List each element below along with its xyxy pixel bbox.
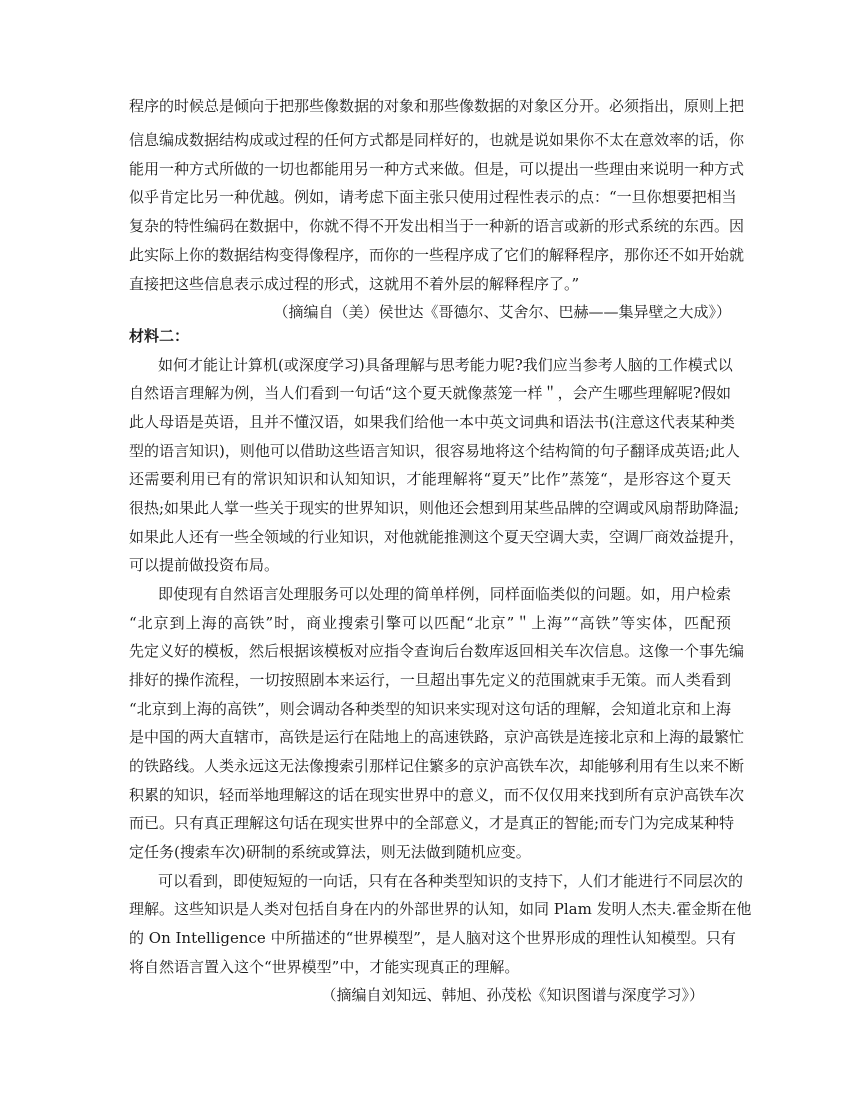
paragraph-line: 此人母语是英语，且并不懂汉语，如果我们给他一本中英文词典和语法书(注意这代表某种类 xyxy=(129,413,735,431)
para1-line: 程序的时候总是倾向于把那些像数据的对象和那些像数据的对象区分开。必须指出，原则上把 xyxy=(129,97,745,115)
paragraph-line: 即使现有自然语言处理服务可以处理的简单样例，同样面临类似的问题。如，用户检索 xyxy=(158,585,731,603)
paragraph-line: 积累的知识，轻而举地理解这的话在现实世界中的意义，而不仅仅用来找到所有京沪高铁车次 xyxy=(129,786,745,804)
paragraph-line: 的 On Intelligence 中所描述的“世界模型”，是人脑对这个世界形成的理性认知模型。只有 xyxy=(129,929,736,947)
paragraph-line: 如何才能让计算机(或深度学习)具备理解与思考能力呢?我们应当参考人脑的工作模式以 xyxy=(158,356,733,374)
paragraph-line: 型的语言知识)，则他可以借助这些语言知识，很容易地将这个结构简的句子翻译成英语;此人 xyxy=(129,442,740,460)
paragraph-line: 而已。只有真正理解这句话在现实世界中的全部意义，才是真正的智能;而专门为完成某种特 xyxy=(129,814,735,832)
paragraph-line: 排好的操作流程，一切按照剧本来运行，一旦超出事先定义的范围就束手无策。而人类看到 xyxy=(129,671,731,689)
paragraph-line: 理解。这些知识是人类对包括自身在内的外部世界的认知，如同 Plam 发明人杰夫.霍金斯在他 xyxy=(129,900,752,918)
section-heading: 材料二： xyxy=(129,327,190,345)
paragraph-line: 可以看到，即使短短的一向话，只有在各种类型知识的支持下，人们才能进行不同层次的 xyxy=(158,872,744,890)
paragraph-line: 先定义好的模板，然后根据该模板对应指令查询后台数库返回相关车次信息。这像一个事先编 xyxy=(129,642,745,660)
para1-line: 直接把这些信息表示成过程的形式，这就用不着外层的解释程序了。” xyxy=(129,275,580,293)
paragraph-line: 将自然语言置入这个“世界模型”中，才能实现真正的理解。 xyxy=(129,958,520,976)
para1-line: 复杂的特性编码在数据中，你就不得不开发出相当于一种新的语言或新的形式系统的东西。因 xyxy=(129,217,745,235)
paragraph-line: 定任务(搜索车次)研制的系统或算法，则无法做到随机应变。 xyxy=(129,843,531,861)
para1-line: 信息编成数据结构成或过程的任何方式都是同样好的，也就是说如果你不太在意效率的话，你 xyxy=(129,131,745,149)
paragraph-line: 可以提前做投资布局。 xyxy=(129,556,280,574)
para1-line: 此实际上你的数据结构变得像程序，而你的一些程序成了它们的解释程序，那你还不如开始就 xyxy=(129,246,745,264)
paragraph-line: 还需要利用已有的常识知识和认知知识，才能理解将“夏天”比作”蒸笼“，是形容这个夏天 xyxy=(129,470,731,488)
paragraph-line: 的铁路线。人类永远这无法像搜索引那样记住繁多的京沪高铁车次，却能够利用有生以来不断 xyxy=(129,757,745,775)
source-citation: （摘编自（美）侯世达《哥德尔、艾舍尔、巴赫——集异壁之大成》） xyxy=(273,303,731,321)
paragraph-line: 如果此人还有一些全领域的行业知识，对他就能推测这个夏天空调大卖，空调厂商效益提升， xyxy=(129,528,745,546)
paragraph-line: “北京到上海的高铁”，则会调动各种类型的知识来实现对这句话的理解，会知道北京和上海 xyxy=(129,700,731,718)
paragraph-line: “北京到上海的高铁”时，商业搜索引擎可以匹配“北京”＂上海”“高铁”等实体，匹配预 xyxy=(129,614,731,632)
para1-line: 似乎肯定比另一种优越。例如，请考虑下面主张只使用过程性表示的点：“一旦你想要把相当 xyxy=(129,188,737,206)
paragraph-line: 很热;如果此人掌一些关于现实的世界知识，则他还会想到用某些品牌的空调或风扇帮助降温; xyxy=(129,499,740,517)
source-citation: （摘编自刘知远、韩旭、孙茂松《知识图谱与深度学习》） xyxy=(321,986,704,1004)
paragraph-line: 自然语言理解为例，当人们看到一句话“这个夏天就像蒸笼一样＂，会产生哪些理解呢?假如 xyxy=(129,384,731,402)
para1-line: 能用一种方式所做的一切也都能用另一种方式来做。但是，可以提出一些理由来说明一种方式 xyxy=(129,160,745,178)
paragraph-line: 是中国的两大直辖市，高铁是运行在陆地上的高速铁路，京沪高铁是连接北京和上海的最繁忙 xyxy=(129,728,745,746)
